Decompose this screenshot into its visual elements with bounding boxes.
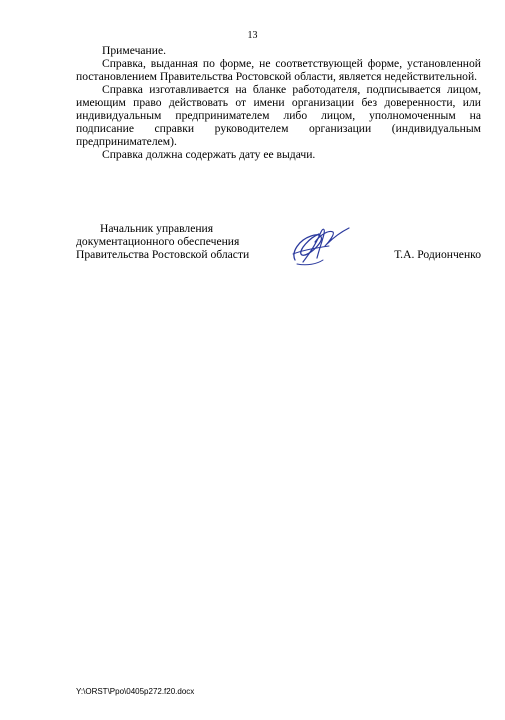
paragraph-invalid-form: Справка, выданная по форме, не соответствующей форме, установленной постановлением Правительства Ростовской области, является недействительной. <box>76 57 481 83</box>
signer-name: Т.А. Родионченко <box>394 248 481 261</box>
page-number: 13 <box>247 30 258 41</box>
paragraph-issue-date: Справка должна содержать дату ее выдачи. <box>102 148 316 161</box>
handwritten-signature <box>289 224 353 268</box>
file-path-footer: Y:\ORST\Ppo\0405p272.f20.docx <box>76 687 195 696</box>
paragraph-letterhead: Справка изготавливается на бланке работодателя, подписывается лицом, имеющим право действовать от имени организации без доверенности, или индивидуальным предпринимателем либо лицом, уполномоченным на подписание справки руководителем организации (индивидуальным предпринимателем). <box>76 83 481 148</box>
signer-position-line-1: Начальник управления <box>100 222 214 235</box>
document-body <box>76 44 481 161</box>
signer-position-line-2: документационного обеспечения <box>76 235 240 248</box>
note-heading: Примечание. <box>102 44 166 57</box>
signer-position-line-3: Правительства Ростовской области <box>76 248 250 261</box>
signature-block <box>76 222 481 261</box>
